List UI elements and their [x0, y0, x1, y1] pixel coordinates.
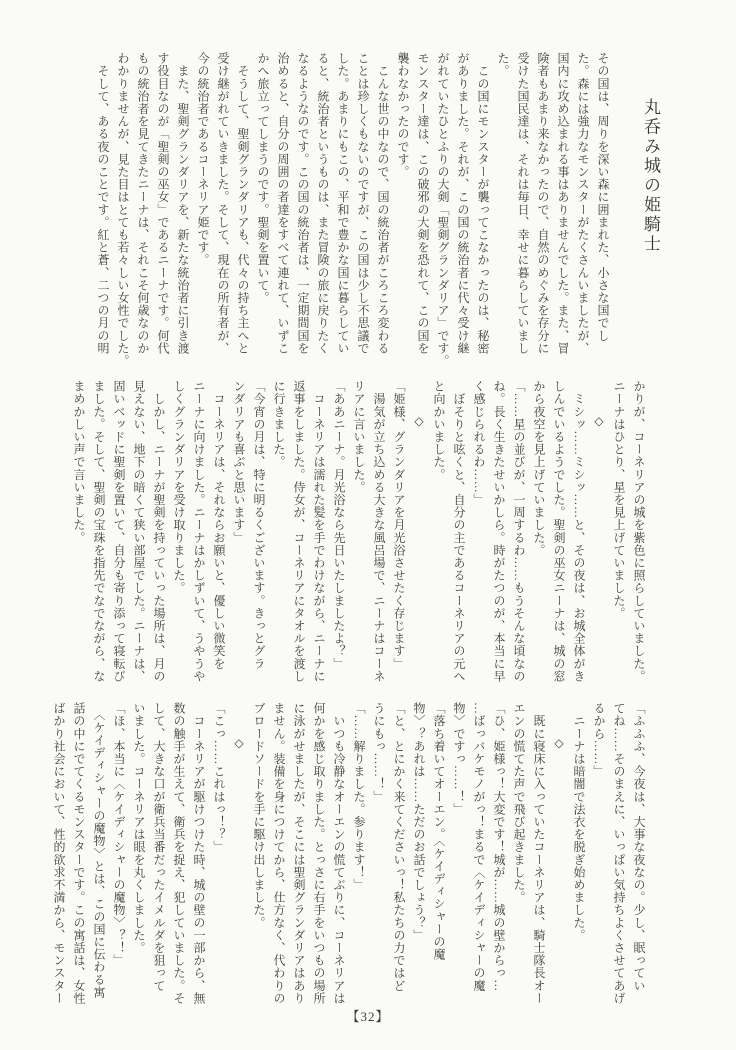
text-column: 「こっ……これはっ！？」	[212, 702, 226, 854]
text-column: 「今宵の月は、特に明るくございます。きっとグラ	[252, 380, 266, 670]
text-column: コーネリアは濡れた髪を手でわけながら、ニーナに	[312, 380, 326, 683]
text-column: モンスター達は、この破邪の大剣を恐れて、この国を	[416, 52, 430, 355]
text-column: 治めると、自分の周囲の者達をすべて連れて、いずこ	[276, 52, 290, 355]
text-column: がれていたひとふりの大剣「聖剣グランダリア」です。	[436, 52, 450, 367]
section-divider: ◇	[412, 414, 426, 429]
text-column: 国内に攻め込まれる事はありませんでした。また、冒	[556, 52, 570, 355]
text-column: 「……星の並びが、一周するわ……もうそんな頃なの	[512, 380, 526, 683]
text-band-bottom	[49, 702, 649, 1016]
text-column: しくグランダリアを受け取りました。	[172, 380, 186, 595]
text-column: く感じられるわ……」	[472, 380, 486, 506]
text-column: コーネリアは、それならお願いと、優しい微笑を	[212, 380, 226, 670]
text-column: ました。そして、聖剣の宝珠を指先でなでながら、な	[92, 380, 106, 683]
text-column: ことは珍しくもないのですが、この国は少し不思議で	[356, 52, 370, 355]
text-column: 受けた国民達は、それは毎日、幸せに暮らしていまし	[516, 52, 530, 355]
text-column: 物〉？あれは……ただのお話でしょう？」	[412, 702, 426, 942]
text-column: うにもっ……！」	[372, 702, 386, 803]
text-column: エンの慌てた声で飛び起きました。	[512, 702, 526, 904]
text-column: ブロードソードを手に駆け出しました。	[252, 702, 266, 929]
text-column: …ばっバケモノがっ！まるで〈ケイディシャーの魔	[472, 702, 486, 992]
section-divider: ◇	[592, 414, 606, 429]
text-column: 襲わなかったのです。	[396, 52, 410, 178]
text-column: 「ひ、姫様っ！大変です！城が……城の壁からっ…	[492, 702, 506, 992]
text-column: しんでいるようでした。聖剣の巫女ニーナは、城の窓	[552, 380, 566, 683]
text-column: 「と、とにかく来てくださいっ！私たちの力ではど	[392, 702, 406, 992]
text-column: 険者もあまり来なかったので、自然のめぐみを存分に	[536, 52, 550, 355]
text-column: 既に寝床に入っていたコーネリアは、騎士隊長オー	[532, 702, 546, 1005]
text-column: るから……」	[592, 702, 606, 778]
text-column: ると、統治者というものは、また冒険の旅に戻りたく	[316, 52, 330, 355]
text-column: ニーナはひとり、星を見上げていました。	[612, 380, 626, 620]
text-column: ぼそりと呟くと、自分の主であるコーネリアの元へ	[452, 380, 466, 683]
text-column: から夜空を見上げていました。	[532, 380, 546, 557]
text-band-top	[93, 52, 664, 367]
text-column: 固いベッドに聖剣を置いて、自分も寄り添って寝転び	[112, 380, 126, 683]
text-column: コーネリアが駆けつけた時、城の壁の一部から、無	[192, 702, 206, 1005]
text-column: と向かいました。	[432, 380, 446, 481]
text-column: た。	[496, 52, 510, 78]
text-column: かへ旅立ってしまうのです。聖剣を置いて。	[256, 52, 270, 304]
text-column: こんな世の中なので、国の統治者がころころ変わる	[376, 52, 390, 355]
text-column: がありました。それが、この国の統治者に代々受け継	[456, 52, 470, 355]
text-column: に行きました。	[272, 380, 286, 469]
text-band-middle	[69, 380, 649, 694]
text-column: ね。長く生きたせいかしら。時がたつのが、本当に早	[492, 380, 506, 683]
text-column: 返事をしました。侍女が、コーネリアにタオルを渡し	[292, 380, 306, 683]
text-column: ニーナは暗闇で法衣を脱ぎ始めました。	[572, 702, 586, 942]
text-column: 受け継がれていきました。そして、現在の所有者が、	[216, 52, 230, 355]
text-column: まめかしい声で言いました。	[72, 380, 86, 544]
text-column: した。あまりにもこの、平和で豊かな国に暮らしてい	[336, 52, 350, 355]
text-column: なるようなのです。この国の統治者は、一定期間国を	[296, 52, 310, 355]
text-column: ミシッ……ミシッ……と、その夜は、お城全体がき	[572, 380, 586, 683]
text-column: 「……解りました。参ります！」	[352, 702, 366, 891]
text-column: 「落ち着いてオーエン。〈ケイディシャーの魔	[432, 702, 446, 961]
text-column: ばかり社会において、性的欲求不満から、モンスター	[52, 702, 66, 1005]
section-divider: ◇	[552, 736, 566, 751]
text-column: 数の触手が生えて、衛兵を捉え、犯していました。そ	[172, 702, 186, 1005]
text-column: いました。コーネリアは眼を丸くしました。	[132, 702, 146, 954]
text-column: 「ああニーナ。月光浴なら先日いたしましたよ？」	[332, 380, 346, 670]
text-column: てね……そのまえに、いっぱい気持ちよくさせてあげ	[612, 702, 626, 1005]
text-column: そして、ある夜のことです。紅と蒼、二つの月の明	[96, 52, 110, 355]
text-column: た。森には強力なモンスターがたくさんいましたが、	[576, 52, 590, 355]
text-column: もの統治者を見てきたニーナは、それこそ何歳なのか	[136, 52, 150, 355]
text-column: 今の統治者であるコーネリア姫です。	[196, 52, 210, 267]
text-column: かりが、コーネリアの城を紫色に照らしていました。	[632, 380, 646, 683]
text-column: そうして、聖剣グランダリアも、代々の持ち主へと	[236, 52, 250, 355]
text-column: 「ふふふ、今夜は、大事な夜なの。少し、眠ってい	[632, 702, 646, 992]
text-column: この国にモンスターが襲ってこなかったのは、秘密	[476, 52, 490, 355]
text-column: ニーナに向けました。ニーナはかしずいて、うやうや	[192, 380, 206, 683]
text-column: 〈ケイディシャーの魔物〉とは、この国に伝わる寓	[92, 702, 106, 999]
text-column: 見えない、地下の暗くて狭い部屋でした。ニーナは、	[132, 380, 146, 683]
text-column: また、聖剣グランダリアを、新たな統治者に引き渡	[176, 52, 190, 355]
text-column: ンダリアも喜ぶと思います」	[232, 380, 246, 544]
text-column: に泳がせましたが、そこには聖剣グランダリアはあり	[292, 702, 306, 1005]
text-column: いつも冷静なオーエンの慌てぶりに、コーネリアは	[332, 702, 346, 1005]
text-column: 話の中にでてくるモンスターです。この寓話は、女性	[72, 702, 86, 1005]
text-column: す役目なのが「聖剣の巫女」であるニーナです。何代	[156, 52, 170, 355]
story-title: 丸呑み城の姫騎士	[641, 98, 660, 254]
text-column: 物〉ですっ……！」	[452, 702, 466, 816]
text-column: 湯気が立ち込める大きな風呂場で、ニーナはコーネ	[372, 380, 386, 683]
text-column: しかし、ニーナが聖剣を持っていった場所は、月の	[152, 380, 166, 683]
page-number: 【32】	[346, 1009, 390, 1024]
text-column: 「姫様、グランダリアを月光浴させたく存じます」	[392, 380, 406, 670]
section-divider: ◇	[232, 736, 246, 751]
text-column: リアに言いました。	[352, 380, 366, 494]
text-column: ません。装備を身につけてから、仕方なく、代わりの	[272, 702, 286, 1005]
text-column: 「ほ、本当に〈ケイディシャーの魔物〉？！」	[112, 702, 126, 967]
text-column: わかりませんが、見た目はとても若々しい女性でした。	[116, 52, 130, 367]
text-column: その国は、周りを深い森に囲まれた、小さな国でし	[596, 52, 610, 342]
text-column: して、大きな口が衛兵当番だったイメルダを狙って	[152, 702, 166, 992]
text-column: 何かを感じ取りました。とっさに右手をいつもの場所	[312, 702, 326, 1005]
